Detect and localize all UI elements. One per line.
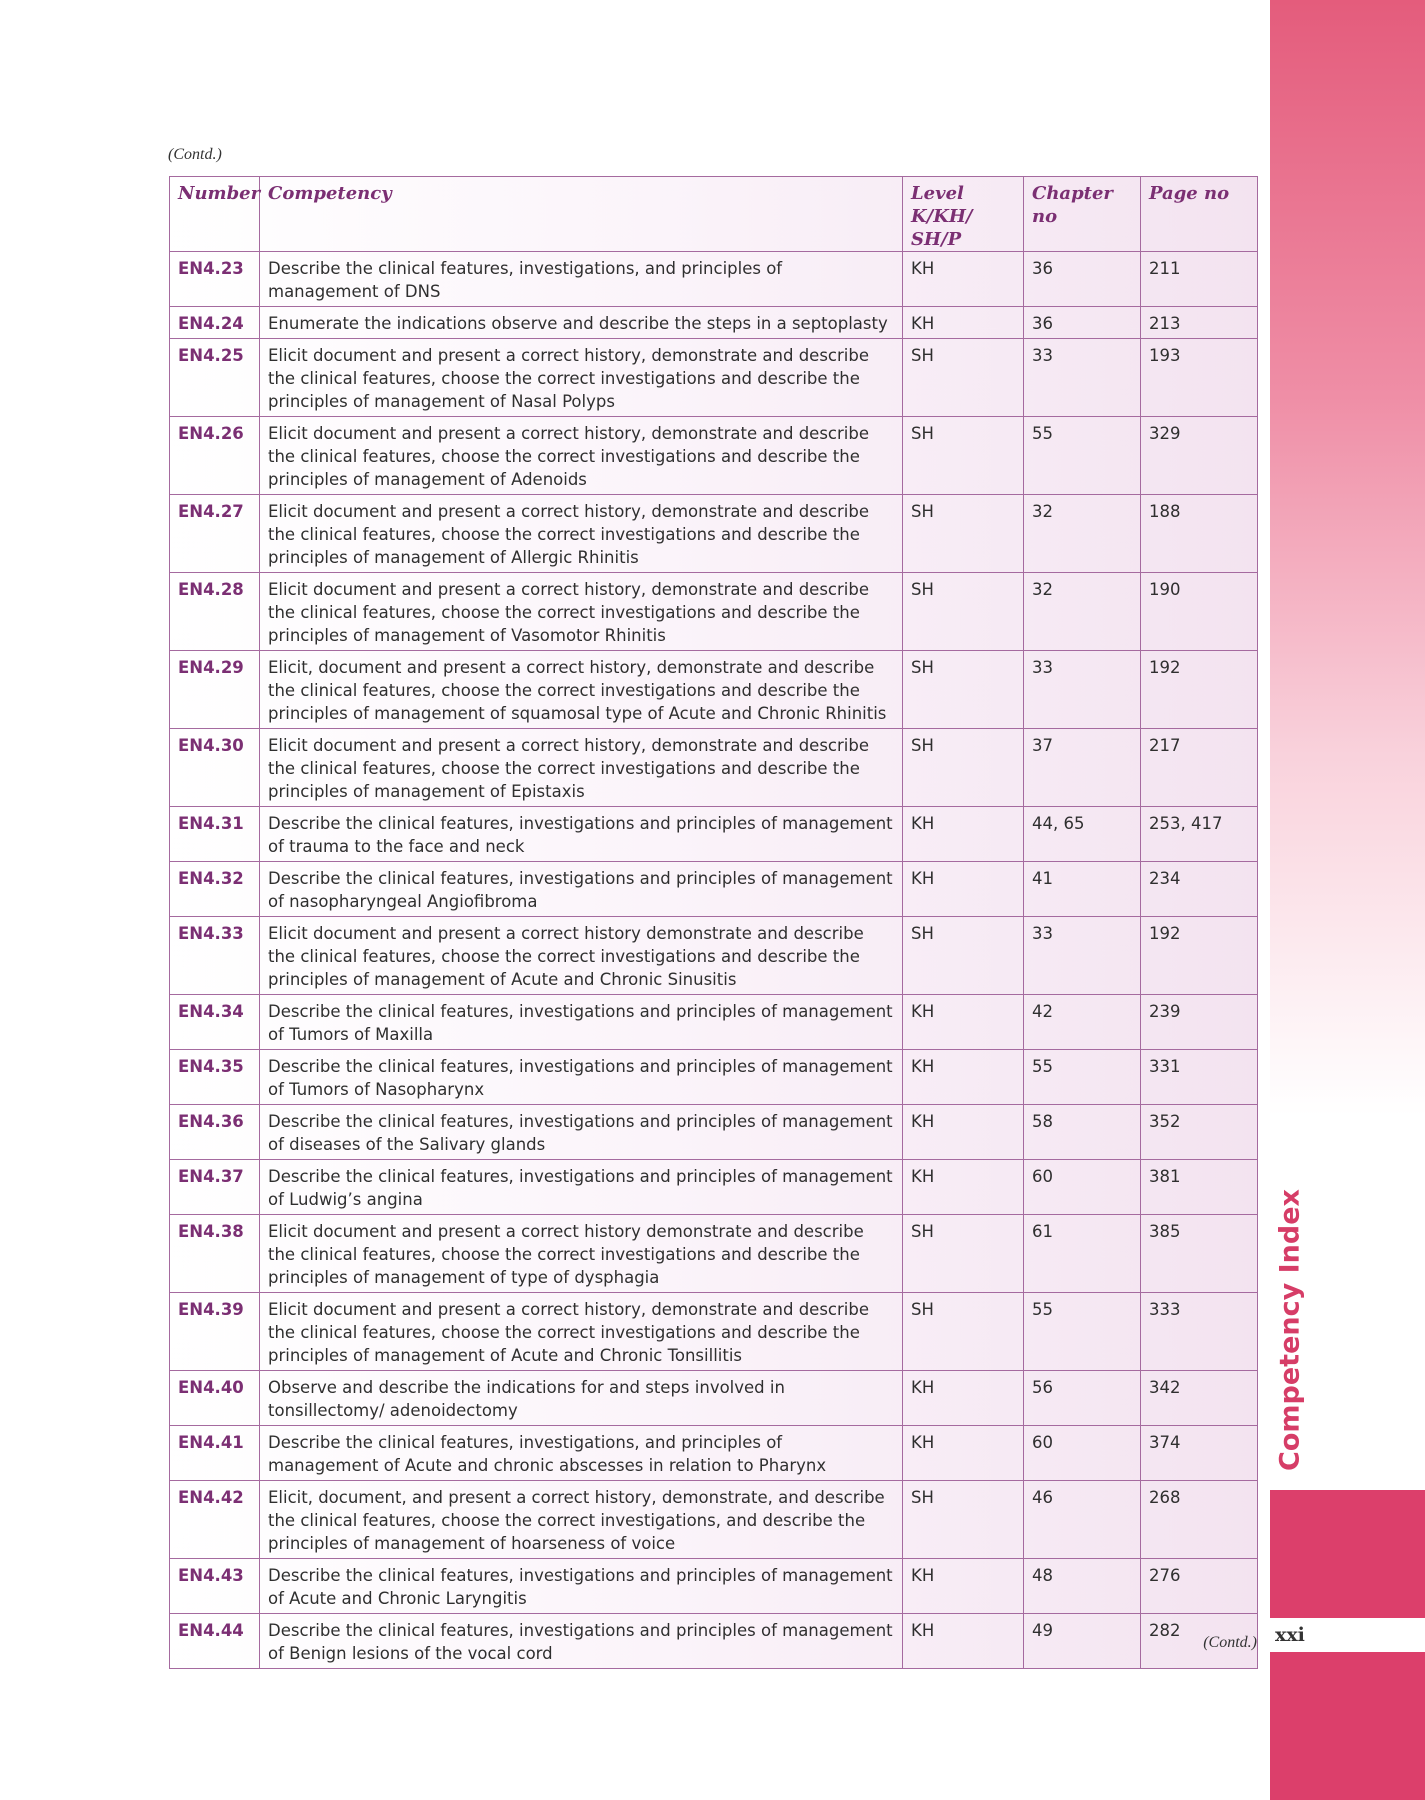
- competency-description: Describe the clinical features, investigations and principles of management of nasopharyngeal Angiofibroma: [260, 862, 903, 917]
- side-color-block-bottom: [1270, 1652, 1425, 1800]
- page-number-cell: 331: [1141, 1050, 1258, 1105]
- table-row: [170, 1559, 1258, 1614]
- page-number-cell: 239: [1141, 995, 1258, 1050]
- continued-label-top: (Contd.): [168, 146, 222, 163]
- page-number-cell: 268: [1141, 1481, 1258, 1559]
- competency-description: Describe the clinical features, investigations, and principles of management of DNS: [260, 252, 903, 307]
- page-number-cell: 329: [1141, 417, 1258, 495]
- table-row: [170, 729, 1258, 807]
- competency-level: SH: [903, 651, 1024, 729]
- competency-level: KH: [903, 1614, 1024, 1669]
- page-number-cell: 276: [1141, 1559, 1258, 1614]
- competency-number: EN4.39: [170, 1293, 260, 1371]
- competency-description: Observe and describe the indications for and steps involved in tonsillectomy/ adenoidectomy: [260, 1371, 903, 1426]
- page-number-cell: 333: [1141, 1293, 1258, 1371]
- chapter-number: 41: [1024, 862, 1141, 917]
- competency-number: EN4.35: [170, 1050, 260, 1105]
- page-number-cell: 385: [1141, 1215, 1258, 1293]
- competency-number: EN4.41: [170, 1426, 260, 1481]
- chapter-number: 36: [1024, 307, 1141, 339]
- page-number-cell: 190: [1141, 573, 1258, 651]
- competency-number: EN4.27: [170, 495, 260, 573]
- side-color-block: [1270, 1490, 1425, 1618]
- chapter-number: 46: [1024, 1481, 1141, 1559]
- page-number: xxi: [1275, 1624, 1305, 1646]
- competency-description: Elicit document and present a correct history, demonstrate and describe the clinical features, choose the correct investigations and describe the principles of management of Epistaxis: [260, 729, 903, 807]
- competency-description: Elicit document and present a correct history, demonstrate and describe the clinical features, choose the correct investigations and describe the principles of management of Nasal Polyps: [260, 339, 903, 417]
- competency-description: Describe the clinical features, investigations, and principles of management of Acute and chronic abscesses in relation to Pharynx: [260, 1426, 903, 1481]
- competency-level: KH: [903, 995, 1024, 1050]
- table-row: [170, 1426, 1258, 1481]
- table-row: [170, 1050, 1258, 1105]
- competency-level: SH: [903, 1215, 1024, 1293]
- competency-table: [169, 176, 1258, 1669]
- page-number-cell: 211: [1141, 252, 1258, 307]
- competency-description: Describe the clinical features, investigations and principles of management of trauma to the face and neck: [260, 807, 903, 862]
- competency-number: EN4.30: [170, 729, 260, 807]
- competency-level: KH: [903, 1426, 1024, 1481]
- competency-number: EN4.40: [170, 1371, 260, 1426]
- table-row: [170, 339, 1258, 417]
- chapter-number: 48: [1024, 1559, 1141, 1614]
- page-number-cell: 282: [1141, 1614, 1258, 1669]
- table-row: [170, 1215, 1258, 1293]
- table-row: [170, 1481, 1258, 1559]
- competency-number: EN4.42: [170, 1481, 260, 1559]
- table-row: [170, 1105, 1258, 1160]
- competency-number: EN4.24: [170, 307, 260, 339]
- competency-level: SH: [903, 1481, 1024, 1559]
- competency-level: KH: [903, 1105, 1024, 1160]
- header-competency: Competency: [260, 177, 903, 252]
- competency-level: KH: [903, 862, 1024, 917]
- side-section-title-text: Competency Index: [1274, 1189, 1306, 1471]
- page-number-cell: 374: [1141, 1426, 1258, 1481]
- competency-level: KH: [903, 307, 1024, 339]
- competency-level: KH: [903, 807, 1024, 862]
- chapter-number: 58: [1024, 1105, 1141, 1160]
- chapter-number: 33: [1024, 339, 1141, 417]
- chapter-number: 33: [1024, 917, 1141, 995]
- competency-number: EN4.38: [170, 1215, 260, 1293]
- chapter-number: 55: [1024, 1293, 1141, 1371]
- page-number-cell: 217: [1141, 729, 1258, 807]
- competency-level: KH: [903, 1160, 1024, 1215]
- table-row: [170, 995, 1258, 1050]
- page-number-cell: 381: [1141, 1160, 1258, 1215]
- table-row: [170, 252, 1258, 307]
- competency-description: Enumerate the indications observe and describe the steps in a septoplasty: [260, 307, 903, 339]
- chapter-number: 60: [1024, 1426, 1141, 1481]
- competency-number: EN4.31: [170, 807, 260, 862]
- side-section-title: [1270, 1189, 1310, 1471]
- table-row: [170, 862, 1258, 917]
- table-row: [170, 917, 1258, 995]
- competency-description: Describe the clinical features, investigations and principles of management of Acute and Chronic Laryngitis: [260, 1559, 903, 1614]
- competency-description: Describe the clinical features, investigations and principles of management of Benign lesions of the vocal cord: [260, 1614, 903, 1669]
- table-row: [170, 1293, 1258, 1371]
- competency-number: EN4.28: [170, 573, 260, 651]
- competency-number: EN4.36: [170, 1105, 260, 1160]
- competency-level: SH: [903, 1293, 1024, 1371]
- chapter-number: 33: [1024, 651, 1141, 729]
- competency-number: EN4.44: [170, 1614, 260, 1669]
- table-row: [170, 495, 1258, 573]
- chapter-number: 42: [1024, 995, 1141, 1050]
- competency-level: SH: [903, 917, 1024, 995]
- header-page: Page no: [1141, 177, 1258, 252]
- competency-level: SH: [903, 729, 1024, 807]
- competency-number: EN4.32: [170, 862, 260, 917]
- competency-level: SH: [903, 417, 1024, 495]
- chapter-number: 32: [1024, 573, 1141, 651]
- competency-description: Describe the clinical features, investigations and principles of management of Tumors of Maxilla: [260, 995, 903, 1050]
- continued-label-bottom: (Contd.): [1203, 1634, 1257, 1651]
- competency-description: Elicit document and present a correct history demonstrate and describe the clinical features, choose the correct investigations and describe the principles of management of type of dysphagia: [260, 1215, 903, 1293]
- competency-number: EN4.29: [170, 651, 260, 729]
- competency-level: SH: [903, 339, 1024, 417]
- competency-number: EN4.34: [170, 995, 260, 1050]
- competency-number: EN4.37: [170, 1160, 260, 1215]
- competency-number: EN4.25: [170, 339, 260, 417]
- chapter-number: 32: [1024, 495, 1141, 573]
- chapter-number: 49: [1024, 1614, 1141, 1669]
- chapter-number: 60: [1024, 1160, 1141, 1215]
- competency-description: Elicit document and present a correct history, demonstrate and describe the clinical features, choose the correct investigations and describe the principles of management of Adenoids: [260, 417, 903, 495]
- competency-description: Elicit, document and present a correct history, demonstrate and describe the clinical features, choose the correct investigations and describe the principles of management of squamosal type of Acute and Chronic Rhinitis: [260, 651, 903, 729]
- competency-level: KH: [903, 1050, 1024, 1105]
- competency-level: KH: [903, 1371, 1024, 1426]
- competency-description: Elicit, document, and present a correct history, demonstrate, and describe the clinical features, choose the correct investigations, and describe the principles of management of hoarseness of voice: [260, 1481, 903, 1559]
- page-number-cell: 234: [1141, 862, 1258, 917]
- competency-level: SH: [903, 573, 1024, 651]
- page-number-cell: 253, 417: [1141, 807, 1258, 862]
- page-number-cell: 192: [1141, 917, 1258, 995]
- table-header-row: [170, 177, 1258, 252]
- chapter-number: 55: [1024, 1050, 1141, 1105]
- table-row: [170, 417, 1258, 495]
- competency-level: KH: [903, 1559, 1024, 1614]
- competency-description: Elicit document and present a correct history, demonstrate and describe the clinical features, choose the correct investigations and describe the principles of management of Acute and Chronic Tonsillitis: [260, 1293, 903, 1371]
- competency-description: Elicit document and present a correct history, demonstrate and describe the clinical features, choose the correct investigations and describe the principles of management of Allergic Rhinitis: [260, 495, 903, 573]
- competency-number: EN4.26: [170, 417, 260, 495]
- page-number-cell: 193: [1141, 339, 1258, 417]
- competency-description: Elicit document and present a correct history demonstrate and describe the clinical features, choose the correct investigations and describe the principles of management of Acute and Chronic Sinusitis: [260, 917, 903, 995]
- chapter-number: 55: [1024, 417, 1141, 495]
- page-number-cell: 188: [1141, 495, 1258, 573]
- page-number-cell: 352: [1141, 1105, 1258, 1160]
- chapter-number: 44, 65: [1024, 807, 1141, 862]
- chapter-number: 36: [1024, 252, 1141, 307]
- table-row: [170, 573, 1258, 651]
- competency-description: Describe the clinical features, investigations and principles of management of Tumors of Nasopharynx: [260, 1050, 903, 1105]
- chapter-number: 61: [1024, 1215, 1141, 1293]
- table-row: [170, 807, 1258, 862]
- table-row: [170, 1614, 1258, 1669]
- page-number-cell: 342: [1141, 1371, 1258, 1426]
- chapter-number: 56: [1024, 1371, 1141, 1426]
- header-chapter: Chapter no: [1024, 177, 1141, 252]
- chapter-number: 37: [1024, 729, 1141, 807]
- table-row: [170, 1371, 1258, 1426]
- competency-number: EN4.23: [170, 252, 260, 307]
- competency-level: SH: [903, 495, 1024, 573]
- page-number-cell: 192: [1141, 651, 1258, 729]
- competency-level: KH: [903, 252, 1024, 307]
- competency-number: EN4.43: [170, 1559, 260, 1614]
- competency-description: Elicit document and present a correct history, demonstrate and describe the clinical features, choose the correct investigations and describe the principles of management of Vasomotor Rhinitis: [260, 573, 903, 651]
- table-row: [170, 651, 1258, 729]
- header-number: Number: [170, 177, 260, 252]
- competency-description: Describe the clinical features, investigations and principles of management of Ludwig’s angina: [260, 1160, 903, 1215]
- page-number-cell: 213: [1141, 307, 1258, 339]
- competency-description: Describe the clinical features, investigations and principles of management of diseases of the Salivary glands: [260, 1105, 903, 1160]
- table-row: [170, 1160, 1258, 1215]
- table-row: [170, 307, 1258, 339]
- header-level: Level K/KH/ SH/P: [903, 177, 1024, 252]
- competency-number: EN4.33: [170, 917, 260, 995]
